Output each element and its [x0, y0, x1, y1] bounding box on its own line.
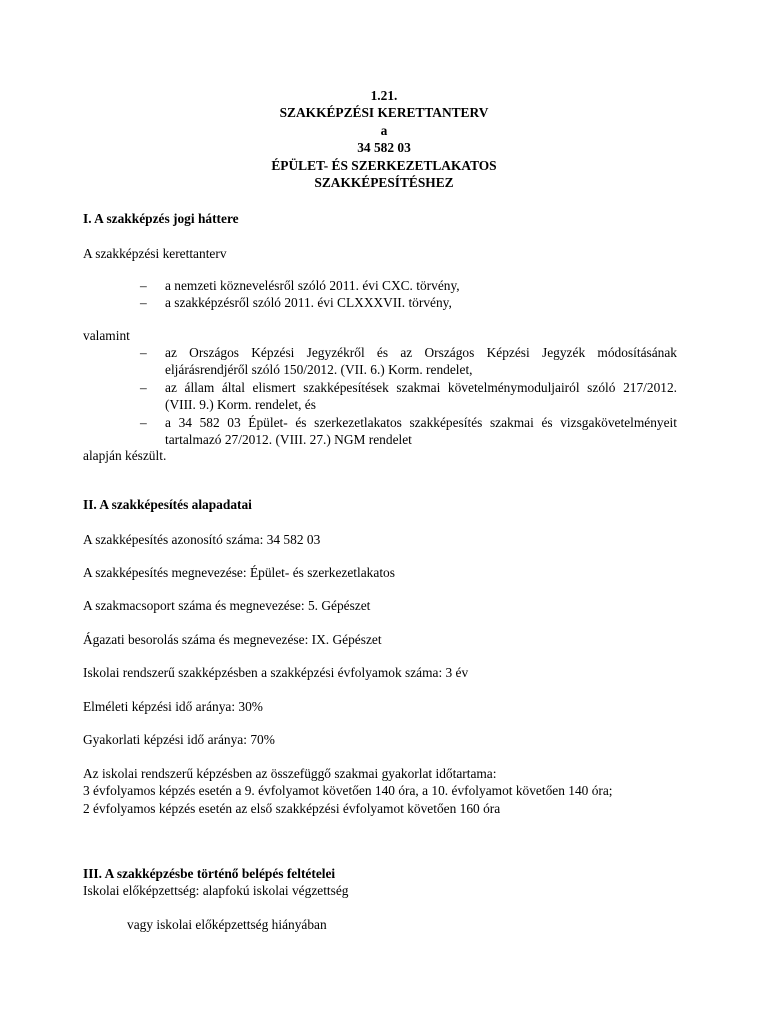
title-line-5: SZAKKÉPESÍTÉSHEZ: [314, 175, 454, 191]
title-line-4: ÉPÜLET- ÉS SZERKEZETLAKATOS: [271, 157, 497, 173]
practice-duration-line-3: 2 évfolyamos képzés esetén az első szakképzési évfolyamot követően 160 óra: [83, 800, 501, 816]
section-3-heading: III. A szakképzésbe történő belépés feltételei: [83, 866, 336, 881]
list-item-text: a 34 582 03 Épület- és szerkezetlakatos szakképesítés szakmai és vizsgakövetelményeit tartalmazó 27/2012. (VIII. 27.) NGM rendelet: [165, 414, 677, 448]
section-1-heading: I. A szakképzés jogi háttere: [83, 211, 239, 226]
dash-bullet: –: [140, 379, 147, 395]
practice-duration-paragraph: [83, 765, 677, 817]
list-item-text: a szakképzésről szóló 2011. évi CLXXXVII. törvény,: [165, 295, 452, 311]
section-1-intro: A szakképzési kerettanterv: [83, 246, 227, 261]
document-title: [0, 87, 768, 191]
list-item-text: az Országos Képzési Jegyzékről és az Országos Képzési Jegyzék módosításának eljárásrendjéről szóló 150/2012. (VII. 6.) Korm. rendelet,: [165, 345, 677, 378]
list-item-text: az állam által elismert szakképesítések szakmai követelménymoduljairól szóló 217/2012. (VIII. 9.) Korm. rendelet, és: [165, 379, 677, 413]
legal-basis-list-2: [140, 344, 677, 448]
practice-ratio: Gyakorlati képzési idő aránya: 70%: [83, 732, 275, 747]
grade-count: Iskolai rendszerű szakképzésben a szakképzési évfolyamok száma: 3 év: [83, 665, 469, 680]
list-item-text: a nemzeti köznevelésről szóló 2011. évi CXC. törvény,: [165, 278, 460, 293]
title-number: 1.21.: [370, 88, 398, 103]
qualification-name: A szakképesítés megnevezése: Épület- és szerkezetlakatos: [83, 565, 395, 580]
section-2-heading: II. A szakképesítés alapadatai: [83, 497, 252, 512]
dash-bullet: –: [140, 295, 147, 311]
professional-group: A szakmacsoport száma és megnevezése: 5. Gépészet: [83, 598, 371, 613]
list-item: [140, 277, 677, 294]
title-line-1: SZAKKÉPZÉSI KERETTANTERV: [279, 105, 489, 121]
practice-duration-line-2: 3 évfolyamos képzés esetén a 9. évfolyamot követően 140 óra, a 10. évfolyamot követően 140 óra;: [83, 783, 613, 799]
section-1-closing: alapján készült.: [83, 448, 167, 463]
dash-bullet: –: [140, 345, 147, 360]
prior-education: Iskolai előképzettség: alapfokú iskolai végzettség: [83, 883, 349, 898]
prior-education-alternative: vagy iskolai előképzettség hiányában: [127, 917, 327, 932]
dash-bullet: –: [140, 414, 147, 430]
list-item: [140, 414, 677, 449]
list-item: [140, 294, 677, 311]
qualification-id: A szakképesítés azonosító száma: 34 582 03: [83, 532, 321, 547]
list-item: [140, 379, 677, 414]
sector-classification: Ágazati besorolás száma és megnevezése: IX. Gépészet: [83, 632, 382, 647]
list-item: [140, 344, 677, 379]
dash-bullet: –: [140, 278, 147, 293]
practice-duration-line-1: Az iskolai rendszerű képzésben az összefüggő szakmai gyakorlat időtartama:: [83, 766, 497, 781]
title-line-2: a: [380, 122, 388, 138]
theory-ratio: Elméleti képzési idő aránya: 30%: [83, 699, 263, 714]
title-line-3: 34 582 03: [357, 140, 411, 156]
legal-basis-list-1: [140, 277, 677, 312]
valamint-text: valamint: [83, 328, 130, 343]
